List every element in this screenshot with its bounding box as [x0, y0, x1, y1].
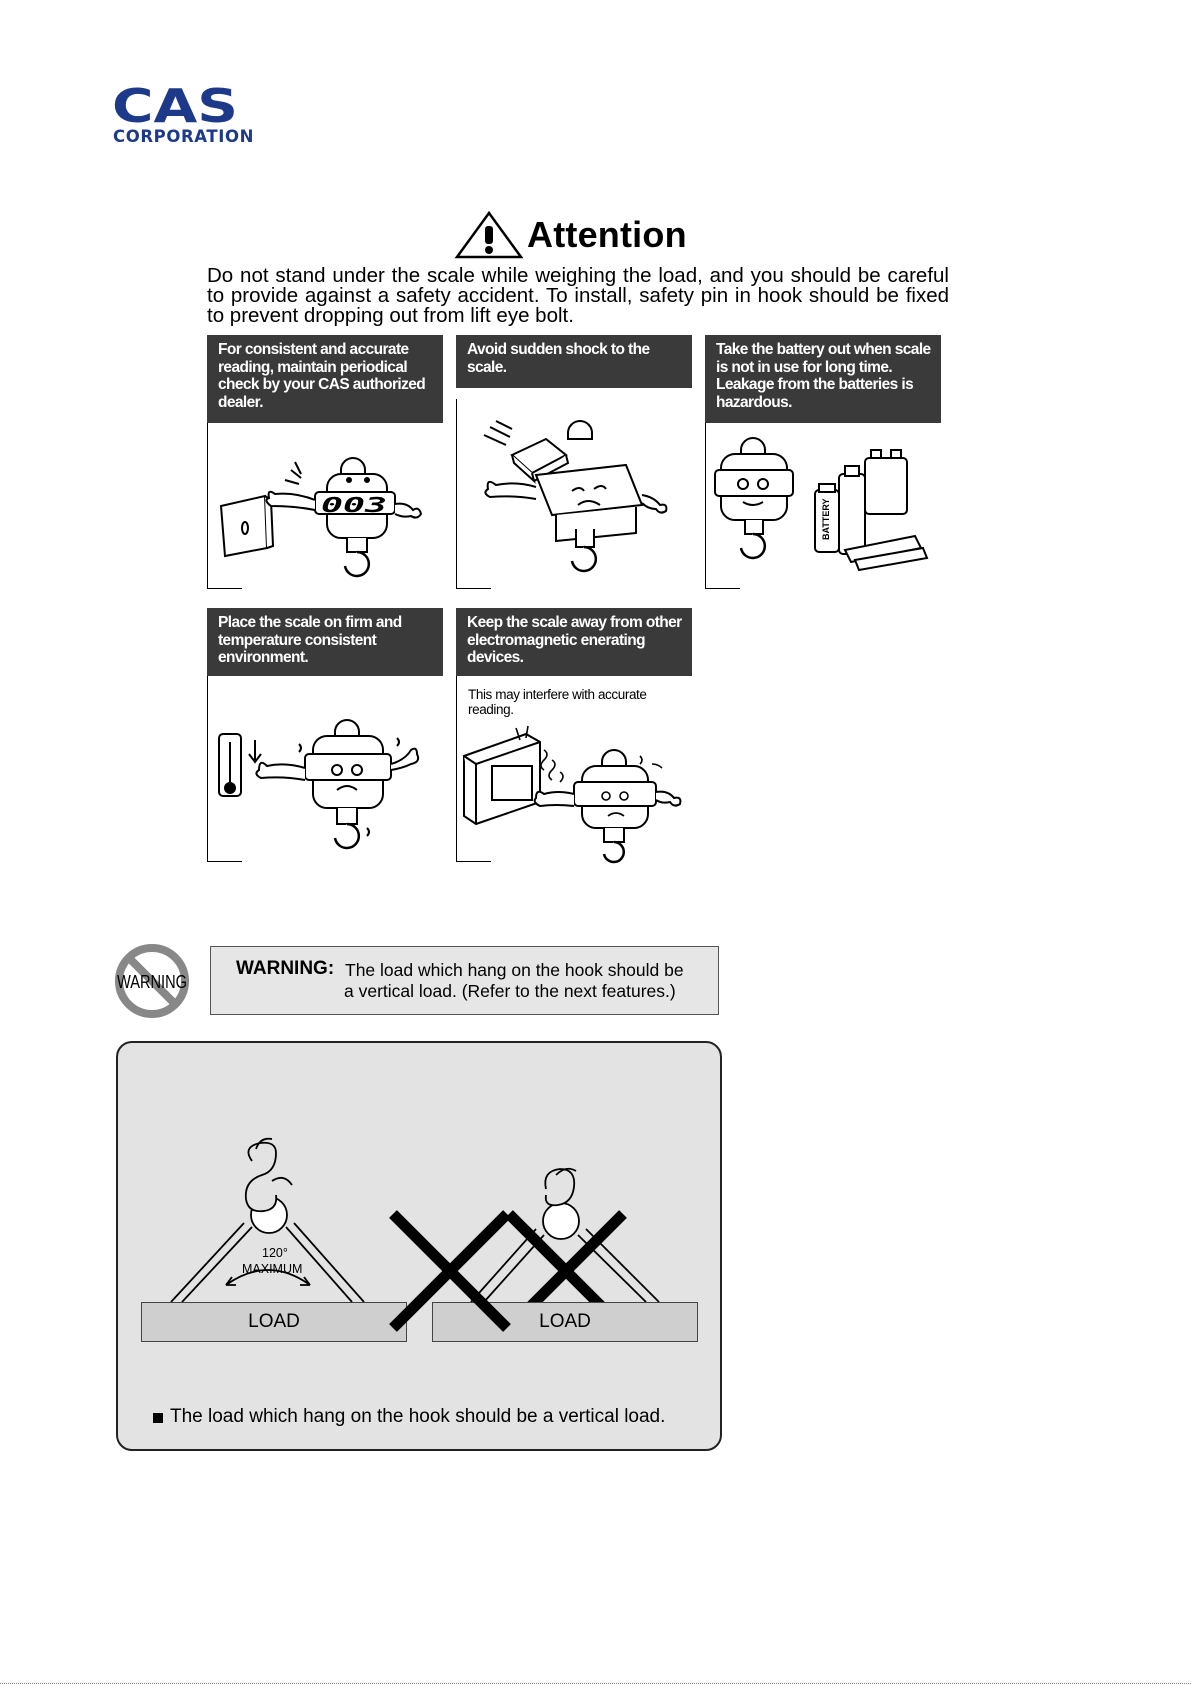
caution-card-battery	[705, 335, 941, 589]
no-entry-warning-icon	[114, 943, 190, 1019]
warning-sign-text: WARNING	[117, 972, 187, 992]
warning-triangle-icon	[455, 211, 523, 259]
diagram-note: The load which hang on the hook should be a vertical load.	[170, 1406, 666, 1427]
attention-text: Do not stand under the scale while weighing the load, and you should be careful to provide against a safety accident. To install, safety pin in hook should be fixed to prevent dropping out from lift eye bolt.	[207, 264, 949, 327]
battery-label: BATTERY	[821, 498, 831, 540]
falling-box-shock-illustration	[456, 415, 692, 585]
angle-label: MAXIMUM	[242, 1262, 303, 1276]
cross-out-icon	[393, 1214, 507, 1328]
note-bullet-icon	[153, 1413, 163, 1423]
logo-mark-text: CAS	[112, 79, 238, 133]
caution-card-periodic-check	[207, 335, 443, 589]
caution-card-environment	[207, 608, 443, 862]
caution-heading: For consistent and accurate reading, maintain periodical check by your CAS authorized dealer.	[207, 335, 443, 423]
caution-subtext: This may interfere with accurate reading.	[468, 687, 647, 717]
caution-heading: Keep the scale away from other electromagnetic enerating devices.	[456, 608, 692, 676]
scale-batteries-illustration	[705, 430, 941, 580]
attention-title: Attention	[527, 214, 687, 255]
load-box-incorrect: LOAD	[432, 1302, 698, 1342]
warning-line-1: The load which hang on the hook should be	[345, 960, 684, 980]
angle-value: 120°	[262, 1246, 288, 1260]
scale-dealer-illustration	[207, 430, 443, 580]
caution-card-electromagnetic	[456, 608, 692, 862]
warning-label: WARNING:	[236, 958, 335, 979]
caution-heading: Avoid sudden shock to the scale.	[456, 335, 692, 388]
caution-heading: Place the scale on firm and temperature consistent environment.	[207, 608, 443, 676]
caution-card-sudden-shock	[456, 335, 692, 589]
scale-display-readout: 003	[321, 493, 387, 517]
tv-interference-illustration	[456, 720, 692, 860]
logo-corporation-text: CORPORATION	[113, 127, 254, 146]
bottom-rule	[0, 1683, 1191, 1684]
cas-logo-mark	[112, 79, 240, 133]
caution-heading: Take the battery out when scale is not in use for long time. Leakage from the batteries is hazardous.	[705, 335, 941, 423]
load-box-correct: LOAD	[141, 1302, 407, 1342]
thermometer-scale-illustration	[207, 688, 443, 858]
warning-line-2: a vertical load. (Refer to the next features.)	[344, 981, 676, 1001]
